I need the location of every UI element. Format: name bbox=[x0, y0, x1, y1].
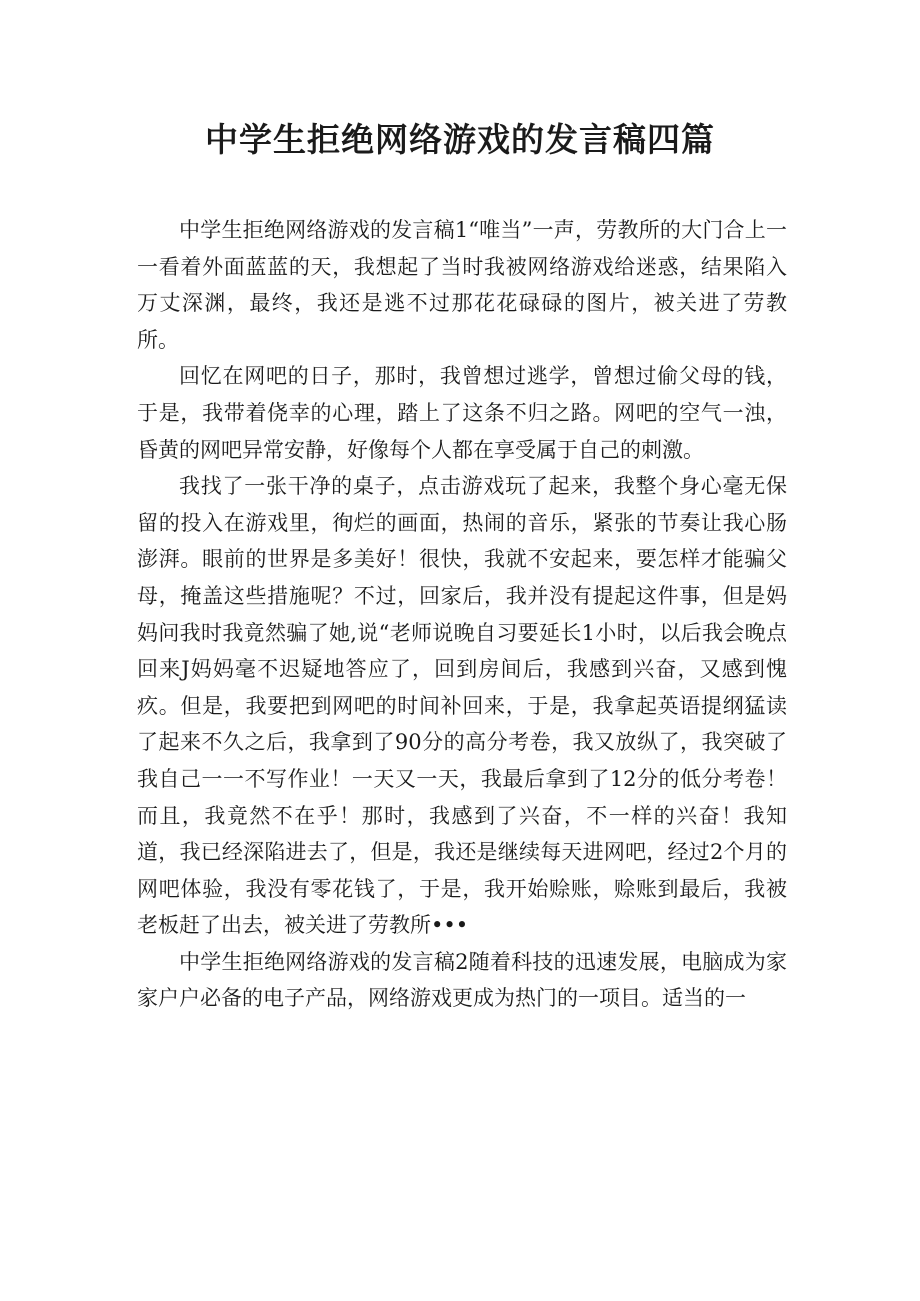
paragraph-1: 中学生拒绝网络游戏的发言稿1“唯当”一声，劳教所的大门合上一一看着外面蓝蓝的天，我想起了当时我被网络游戏给迷惑，结果陷入万丈深渊，最终，我还是逃不过那花花碌碌的图片，被关进了劳教所。 bbox=[137, 218, 787, 352]
document-body bbox=[137, 212, 787, 1017]
paragraph-4: 中学生拒绝网络游戏的发言稿2随着科技的迅速发展，电脑成为家家户户必备的电子产品，网络游戏更成为热门的一项目。适当的一 bbox=[137, 949, 787, 1011]
paragraph-2: 回忆在网吧的日子，那时，我曾想过逃学，曾想过偷父母的钱，于是，我带着侥幸的心理，踏上了这条不归之路。网吧的空气一浊，昏黄的网吧异常安静，好像每个人都在享受属于自己的刺激。 bbox=[137, 364, 787, 462]
paragraph-3: 我找了一张干净的桌子，点击游戏玩了起来，我整个身心毫无保留的投入在游戏里，徇烂的画面，热闹的音乐，紧张的节奏让我心肠澎湃。眼前的世界是多美好！很快，我就不安起来，要怎样才能骗父母，掩盖这些措施呢？不过，回家后，我并没有提起这件事，但是妈妈问我时我竟然骗了她,说“老师说晚自习要延长1小时，以后我会晚点回来J妈妈毫不迟疑地答应了，回到房间后，我感到兴奋，又感到愧疚。但是，我要把到网吧的时间补回来，于是，我拿起英语提纲猛读了起来不久之后，我拿到了90分的高分考卷，我又放纵了，我突破了我自己一一不写作业！一天又一天，我最后拿到了12分的低分考卷！而且，我竟然不在乎！那时，我感到了兴奋，不一样的兴奋！我知道，我已经深陷进去了，但是，我还是继续每天进网吧，经过2个月的网吧体验，我没有零花钱了，于是，我开始赊账，赊账到最后，我被老板赶了出去，被关进了劳教所••• bbox=[137, 474, 787, 938]
document-title: 中学生拒绝网络游戏的发言稿四篇 bbox=[205, 120, 715, 159]
